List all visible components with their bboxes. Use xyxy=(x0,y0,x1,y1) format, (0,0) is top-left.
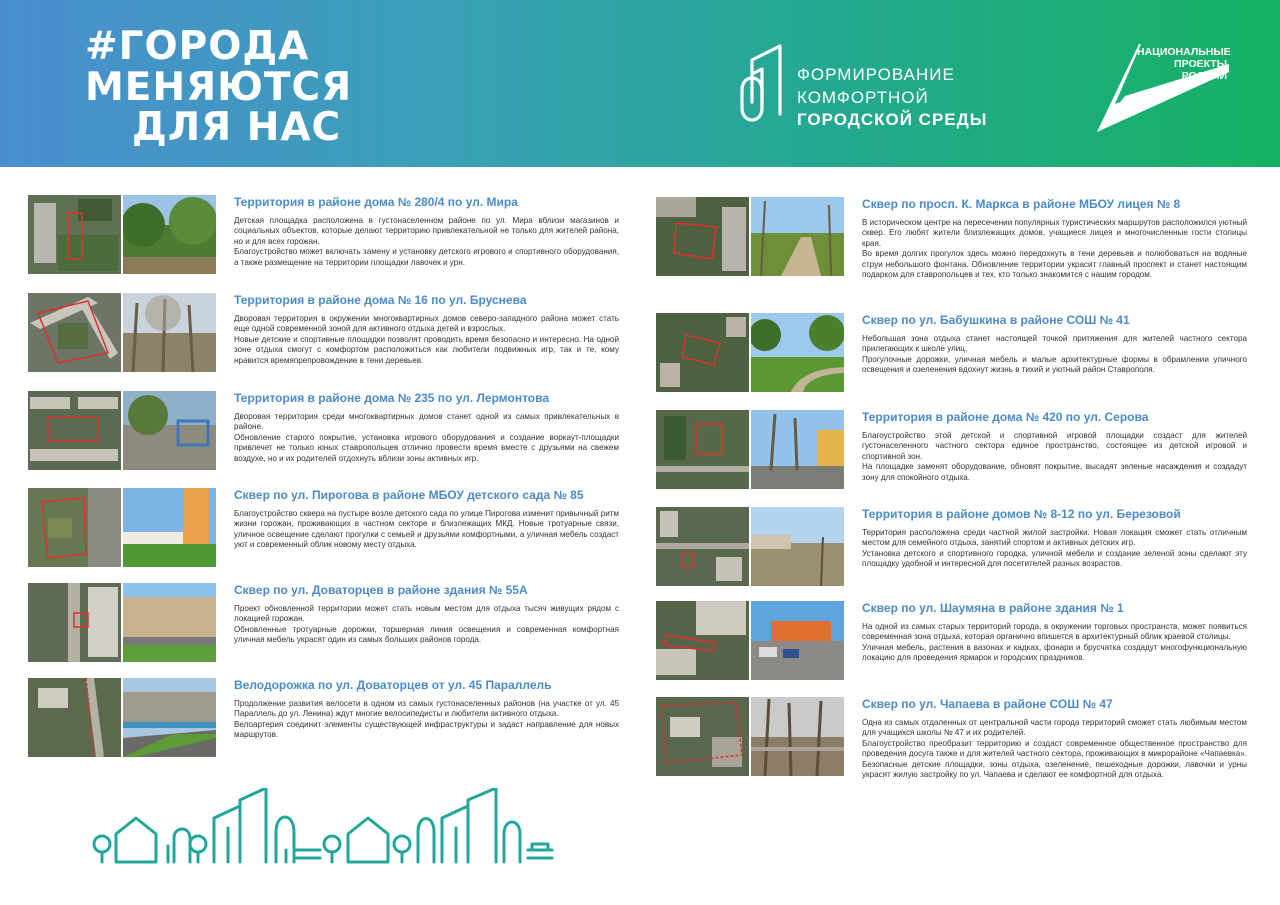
hashtag-line-3: ДЛЯ НАС xyxy=(132,105,342,150)
satellite-map-image xyxy=(28,488,121,567)
project-title: Сквер по ул. Бабушкина в районе СОШ № 41 xyxy=(862,313,1130,327)
program-line-3: ГОРОДСКОЙ СРЕДЫ xyxy=(797,110,988,129)
project-description: Проект обновленной территории может стать новым местом для отдыха тысяч живущих рядом с локацией горожан. Обновленные тротуарные дорожки, торшерная линия освещения и современная комфортная уличная мебель украсят один из самых больших районов города. xyxy=(234,604,619,645)
program-title xyxy=(797,64,987,132)
project-title: Территория в районе дома № 280/4 по ул. Мира xyxy=(234,195,518,209)
project-description: Благоустройство сквера на пустыре возле детского сада по улице Пирогова изменит привычный ритм жизни горожан, проживающих в частном секторе и близлежащих МКД. Новые тротуарные связи, уличное освещение сделают прогулки с семьей и друзьями комфортными, а уличная мебель создаст уют и современный облик новому месту отдыха. xyxy=(234,509,619,550)
site-photo-image xyxy=(123,195,216,274)
site-photo-image xyxy=(751,313,844,392)
project-description: Одна из самых отдаленных от центральной части города территорий сможет стать любимым местом для учащихся школы № 47 и их родителей. Благоустройство преобразит территорию и создаст современное общественное пространство для проведения досуга также и для жителей частного сектора, проживающих в микрорайоне «Чапаевка». Безопасные детские площадки, зоны отдыха, озеленение, пешеходные дорожки, лавочки и урны украсят жилую застройку по ул. Чапаева и сделают ее комфортной для отдыха. xyxy=(862,718,1247,780)
project-description: Детская площадка расположена в густонаселенном районе по ул. Мира вблизи магазинов и социальных объектов, которые делают территорию привлекательной не только для жителей района, но и для всех горожан. Благоустройство может включать замену и установку детского игрового и спортивного оборудования, а также размещение на территории площадки лавочек и урн. xyxy=(234,216,619,267)
satellite-map-image xyxy=(28,583,121,662)
project-description: Небольшая зона отдыха станет настоящей точкой притяжения для жителей частного сектора прилегающих к школе улиц. Прогулочные дорожки, уличная мебель и малые архитектурные формы в обрамлении уличного освещения и озеленения вдохнут жизнь в тихий и уютный район Ставрополя. xyxy=(862,334,1247,375)
city-skyline-icon xyxy=(90,788,560,864)
site-photo-image xyxy=(123,488,216,567)
satellite-map-image xyxy=(28,195,121,274)
project-title: Территория в районе домов № 8-12 по ул. Березовой xyxy=(862,507,1181,521)
site-photo-image xyxy=(123,583,216,662)
project-description: Дворовая территория в окружении многоквартирных домов северо-западного района может стать еще одной современной зоной для активного отдыха детей и взрослых. Новые детские и спортивные площадки позволят проводить время безопасно и интересно. На одной зоне отдыха смогут с комфортом расположиться как любители подвижных игр, так и те, кому нравится времяпрепровождение в тени деревьев. xyxy=(234,314,619,365)
satellite-map-image xyxy=(656,697,749,776)
hashtag-line-1: #ГОРОДА xyxy=(85,24,310,69)
site-photo-image xyxy=(123,391,216,470)
satellite-map-image xyxy=(28,293,121,372)
satellite-map-image xyxy=(656,313,749,392)
site-photo-image xyxy=(123,293,216,372)
project-description: На одной из самых старых территорий города, в окружении торговых пространств, может появиться современная зона отдыха, которая органично впишется в архитектурный облик краевой столицы. Уличная мебель, растения в вазонах и кадках, фонари и брусчатка создадут многофункциональную локацию для проведения ярмарок и городских праздников. xyxy=(862,622,1247,663)
national-line-1: НАЦИОНАЛЬНЫЕ xyxy=(1137,46,1231,58)
project-title: Сквер по ул. Шаумяна в районе здания № 1 xyxy=(862,601,1124,615)
site-photo-image xyxy=(123,678,216,757)
site-photo-image xyxy=(751,197,844,276)
project-description: Продолжение развития велосети в одном из самых густонаселенных районов (на участке от ул. 45 Параллель до ул. Ленина) ждут многие велосипедисты и любители активного отдыха. Велоартерия соединит элементы существующей инфраструктуры и задаст направление для новых маршрутов. xyxy=(234,699,619,740)
national-line-2: ПРОЕКТЫ xyxy=(1174,58,1227,70)
project-description: Дворовая территория среди многоквартирных домов станет одной из самых привлекательных в районе. Обновление старого покрытие, установка игрового оборудования и создание воркаут-площадки привлечет не только юных ставропольцев отлично провести время вместе с друзьями на свежем воздухе, но и их родителей отдохнуть вблизи зоны активных игр. xyxy=(234,412,619,463)
site-photo-image xyxy=(751,601,844,680)
project-title: Территория в районе дома № 420 по ул. Серова xyxy=(862,410,1149,424)
national-line-3: РОССИИ xyxy=(1181,70,1227,82)
project-title: Территория в районе дома № 16 по ул. Бруснева xyxy=(234,293,527,307)
project-description: Благоустройство этой детской и спортивной игровой площадки создаст для жителей густонаселенного частного сектора единое пространство, состоящее из детской игровой и спортивной зон. На площадке заменят оборудование, обновят покрытие, высадят зеленые насаждения и создадут зону для спокойного отдыха. xyxy=(862,431,1247,482)
project-title: Сквер по ул. Пирогова в районе МБОУ детского сада № 85 xyxy=(234,488,584,502)
header-banner xyxy=(0,0,1280,167)
comfortable-city-logo-icon xyxy=(738,44,786,130)
project-description: В историческом центре на пересечении популярных туристических маршрутов расположился уютный сквер. Его любят жители близлежащих домов, учащиеся лицея и многочисленные гости столицы края. Во время долгих прогулок здесь можно передохнуть в тени деревьев и полюбоваться на водяные струи небольшого фонтана. Обновление территории украсит главный проспект и станет настоящим подарком для ставропольцев и тех, кто только знакомится с нашим городом. xyxy=(862,218,1247,280)
hashtag-line-2: МЕНЯЮТСЯ xyxy=(85,65,353,110)
project-title: Сквер по ул. Доваторцев в районе здания № 55А xyxy=(234,583,528,597)
project-title: Сквер по ул. Чапаева в районе СОШ № 47 xyxy=(862,697,1113,711)
satellite-map-image xyxy=(656,197,749,276)
project-title: Велодорожка по ул. Доваторцев от ул. 45 Параллель xyxy=(234,678,552,692)
project-title: Территория в районе дома № 235 по ул. Лермонтова xyxy=(234,391,550,405)
satellite-map-image xyxy=(656,410,749,489)
site-photo-image xyxy=(751,410,844,489)
program-line-2: КОМФОРТНОЙ xyxy=(797,87,929,107)
satellite-map-image xyxy=(28,678,121,757)
satellite-map-image xyxy=(656,601,749,680)
satellite-map-image xyxy=(28,391,121,470)
satellite-map-image xyxy=(656,507,749,586)
national-projects-title xyxy=(1137,46,1231,82)
project-description: Территория расположена среди частной жилой застройки. Новая локация сможет стать отличным местом для семейного отдыха, занятий спортом и активных детских игр. Установка детского и спортивного городка, уличной мебели и создание зеленой зоны сделают эту площадку удобной и интересной для посетителей разных возрастов. xyxy=(862,528,1247,569)
project-title: Сквер по просп. К. Маркса в районе МБОУ лицея № 8 xyxy=(862,197,1181,211)
site-photo-image xyxy=(751,697,844,776)
program-line-1: ФОРМИРОВАНИЕ xyxy=(797,65,955,84)
site-photo-image xyxy=(751,507,844,586)
